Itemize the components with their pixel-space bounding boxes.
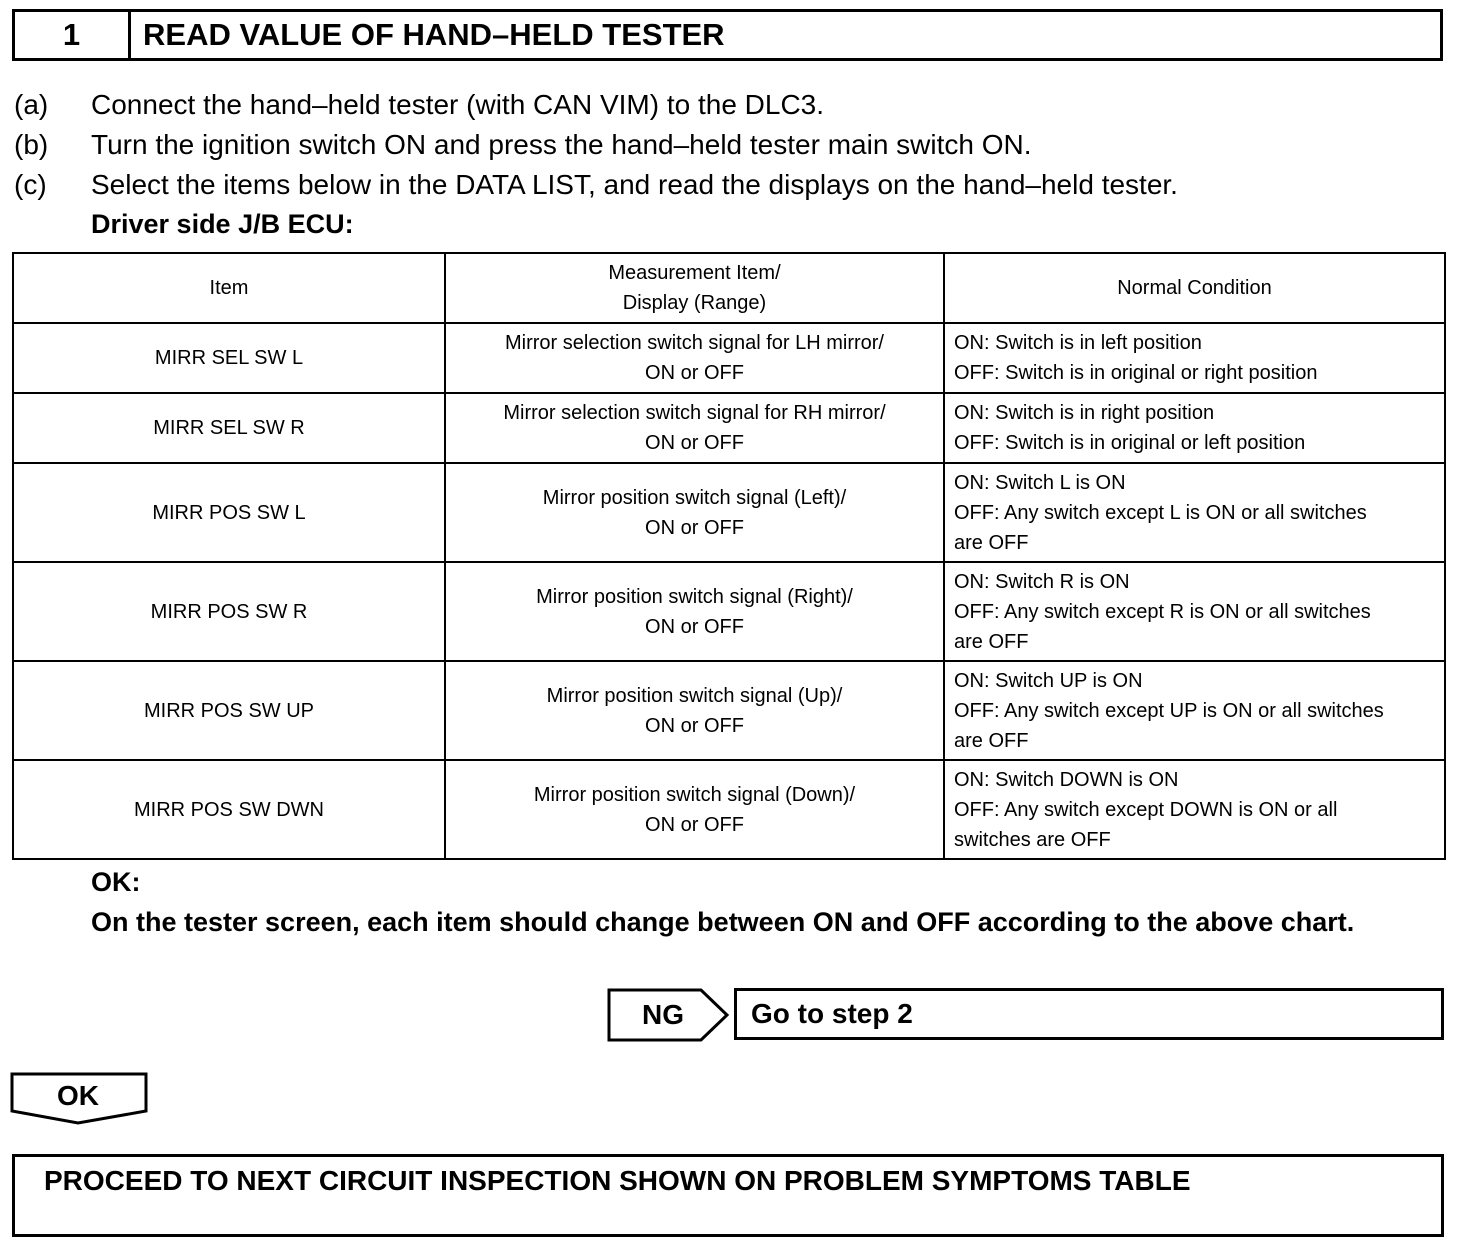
- table-row: [13, 463, 1445, 562]
- step-title: READ VALUE OF HAND–HELD TESTER: [143, 17, 725, 52]
- cell-condition: [944, 760, 1445, 859]
- header-item: Item: [13, 253, 445, 323]
- cell-measurement: [445, 760, 944, 859]
- measurement-text: Mirror position switch signal (Down)/: [533, 783, 856, 806]
- cell-item: MIRR SEL SW R: [13, 393, 445, 463]
- instruction-text: Turn the ignition switch ON and press the hand–held tester main switch ON.: [91, 129, 1032, 160]
- measurement-text: Mirror selection switch signal for RH mirror/: [503, 402, 886, 424]
- instruction-label: (b): [14, 129, 49, 160]
- condition-line: ON: Switch is in right position: [954, 402, 1215, 424]
- condition-line: ON: Switch L is ON: [954, 471, 1126, 494]
- condition-line: OFF: Any switch except UP is ON or all switches: [954, 699, 1384, 722]
- condition-line: ON: Switch R is ON: [954, 570, 1130, 593]
- measurement-text: Mirror position switch signal (Right)/: [536, 585, 853, 608]
- table-row: [13, 393, 1445, 463]
- header-measurement-line1: Measurement Item/: [608, 262, 781, 284]
- instruction-label: (a): [14, 89, 49, 120]
- header-measurement-line2: Display (Range): [622, 292, 767, 314]
- table-row: [13, 562, 1445, 661]
- condition-line: OFF: Any switch except L is ON or all switches: [954, 501, 1367, 524]
- step-header: [12, 9, 1443, 61]
- instruction-c: [14, 167, 1454, 203]
- condition-line: OFF: Any switch except R is ON or all switches: [954, 600, 1371, 623]
- cell-measurement: [445, 393, 944, 463]
- ng-label: NG: [642, 999, 684, 1030]
- condition-line: ON: Switch DOWN is ON: [954, 768, 1179, 791]
- condition-line: OFF: Switch is in original or right position: [954, 362, 1318, 384]
- measurement-text: Mirror selection switch signal for LH mirror/: [505, 332, 884, 354]
- condition-line: OFF: Switch is in original or left position: [954, 432, 1306, 454]
- condition-line: are OFF: [954, 630, 1029, 653]
- measurement-text: Mirror position switch signal (Up)/: [546, 684, 843, 707]
- condition-line: OFF: Any switch except DOWN is ON or all: [954, 798, 1338, 821]
- header-measurement: [445, 253, 944, 323]
- instruction-a: [14, 87, 1454, 123]
- ok-criteria-label: OK:: [91, 867, 141, 897]
- cell-condition: [944, 463, 1445, 562]
- cell-item: MIRR POS SW L: [13, 463, 445, 562]
- condition-line: are OFF: [954, 729, 1029, 752]
- cell-condition: [944, 393, 1445, 463]
- table-row: [13, 661, 1445, 760]
- condition-line: ON: Switch UP is ON: [954, 669, 1143, 692]
- table-row: [13, 323, 1445, 393]
- measurement-range: ON or OFF: [645, 714, 744, 737]
- cell-measurement: [445, 323, 944, 393]
- cell-item: MIRR POS SW R: [13, 562, 445, 661]
- table-header-row: [13, 253, 1445, 323]
- ok-criteria-text: On the tester screen, each item should change between ON and OFF according to the above chart.: [91, 907, 1355, 937]
- table-row: [13, 760, 1445, 859]
- cell-condition: [944, 323, 1445, 393]
- cell-item: MIRR POS SW DWN: [13, 760, 445, 859]
- header-condition: Normal Condition: [944, 253, 1445, 323]
- condition-line: switches are OFF: [954, 828, 1111, 851]
- go-to-step-link[interactable]: Go to step 2: [734, 988, 1444, 1040]
- instruction-text: Connect the hand–held tester (with CAN VIM) to the DLC3.: [91, 89, 825, 120]
- measurement-range: ON or OFF: [645, 432, 744, 454]
- cell-item: MIRR SEL SW L: [13, 323, 445, 393]
- instruction-label: (c): [14, 169, 47, 200]
- step-number: 1: [15, 12, 131, 58]
- cell-measurement: [445, 562, 944, 661]
- cell-condition: [944, 661, 1445, 760]
- measurement-range: ON or OFF: [645, 615, 744, 638]
- cell-condition: [944, 562, 1445, 661]
- condition-line: are OFF: [954, 531, 1029, 554]
- cell-measurement: [445, 463, 944, 562]
- measurement-text: Mirror position switch signal (Left)/: [542, 486, 847, 509]
- data-list-table: [12, 252, 1446, 860]
- measurement-range: ON or OFF: [645, 813, 744, 836]
- cell-measurement: [445, 661, 944, 760]
- condition-line: ON: Switch is in left position: [954, 332, 1202, 354]
- proceed-instruction-box: PROCEED TO NEXT CIRCUIT INSPECTION SHOWN ON PROBLEM SYMPTOMS TABLE: [12, 1154, 1444, 1237]
- table-subheading: Driver side J/B ECU:: [91, 209, 354, 239]
- instruction-b: [14, 127, 1454, 163]
- measurement-range: ON or OFF: [645, 516, 744, 539]
- ok-arrow-label: OK: [57, 1080, 99, 1111]
- instruction-text: Select the items below in the DATA LIST, and read the displays on the hand–held tester.: [91, 169, 1178, 200]
- measurement-range: ON or OFF: [645, 362, 744, 384]
- cell-item: MIRR POS SW UP: [13, 661, 445, 760]
